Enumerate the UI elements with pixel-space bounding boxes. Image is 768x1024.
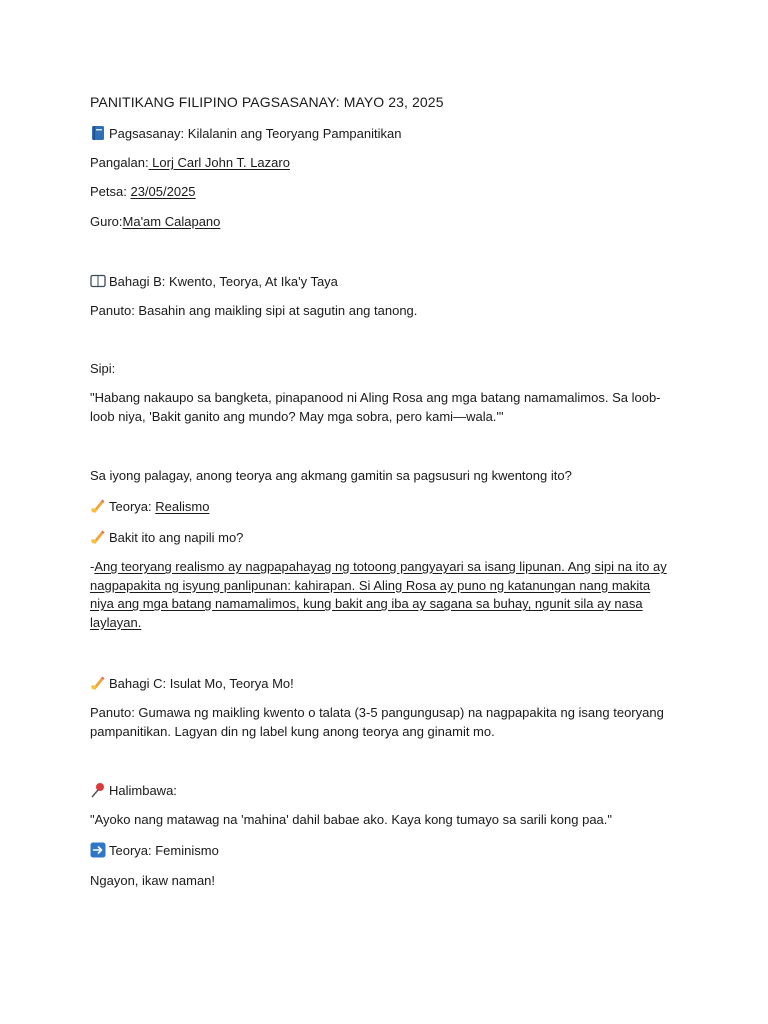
excerpt-label: Sipi: (90, 361, 116, 376)
date-value: 23/05/2025 (130, 184, 196, 199)
example-theory-line (90, 842, 219, 860)
theory-value: Realismo (155, 499, 210, 514)
section-b-heading-line (90, 273, 338, 291)
why-label: Bakit ito ang napili mo? (109, 530, 244, 545)
closing-text: Ngayon, ikaw naman! (90, 873, 216, 888)
open-book-icon (90, 273, 106, 289)
section-c-heading: Bahagi C: Isulat Mo, Teorya Mo! (109, 676, 294, 691)
right-arrow-icon (90, 842, 106, 858)
exercise-heading: Pagsasanay: Kilalanin ang Teoryang Pampanitikan (109, 126, 402, 141)
teacher-line (90, 213, 220, 231)
why-line (90, 529, 243, 547)
date-label: Petsa: (90, 184, 131, 199)
name-label: Pangalan: (90, 155, 149, 170)
section-c-instruction: Panuto: Gumawa ng maikling kwento o talata (3-5 pangungusap) na nagpapakita ng isang teoryang pampanitikan. Lagyan din ng label kung anong teorya ang ginamit mo. (90, 705, 664, 739)
theory-label: Teorya: (109, 499, 156, 514)
writing-hand-icon (90, 529, 106, 545)
section-b-instruction: Panuto: Basahin ang maikling sipi at sagutin ang tanong. (90, 303, 418, 318)
teacher-label: Guro: (90, 214, 123, 229)
date-line (90, 183, 196, 201)
answer-text: Ang teoryang realismo ay nagpapahayag ng totoong pangyayari sa isang lipunan. Ang sipi na ito ay nagpapakita ng isyung panlipunan: kahirapan. Si Aling Rosa ay puno ng katanungan nang makita niya ang mga batang namamalimos, kung bakit ang iba ay sagana sa buhay, ngunit sila ay nasa laylayan. (90, 559, 667, 630)
name-value: Lorj Carl John T. Lazaro (148, 155, 290, 170)
section-c-heading-line (90, 675, 294, 693)
example-quote: "Ayoko nang matawag na 'mahina' dahil babae ako. Kaya kong tumayo sa sarili kong paa." (90, 812, 613, 827)
section-b-heading: Bahagi B: Kwento, Teorya, At Ika'y Taya (109, 274, 338, 289)
theory-answer-line (90, 498, 209, 516)
pushpin-icon (90, 782, 106, 798)
blue-book-icon (90, 125, 106, 141)
answer-prefix: - (90, 559, 95, 574)
example-theory: Teorya: Feminismo (109, 843, 219, 858)
question-text: Sa iyong palagay, anong teorya ang akmang gamitin sa pagsusuri ng kwentong ito? (90, 468, 572, 483)
writing-hand-icon (90, 675, 106, 691)
name-line (90, 154, 290, 172)
answer-paragraph (90, 558, 675, 632)
writing-hand-icon (90, 498, 106, 514)
exercise-heading-line (90, 125, 401, 143)
document-title: PANITIKANG FILIPINO PAGSASANAY: MAYO 23, 2025 (90, 94, 444, 110)
example-label: Halimbawa: (109, 783, 177, 798)
excerpt-text: "Habang nakaupo sa bangketa, pinapanood ni Aling Rosa ang mga batang namamalimos. Sa loob-loob niya, 'Bakit ganito ang mundo? May mga sobra, pero kami—wala.'" (90, 390, 661, 424)
example-label-line (90, 782, 177, 800)
teacher-value: Ma'am Calapano (122, 214, 221, 229)
